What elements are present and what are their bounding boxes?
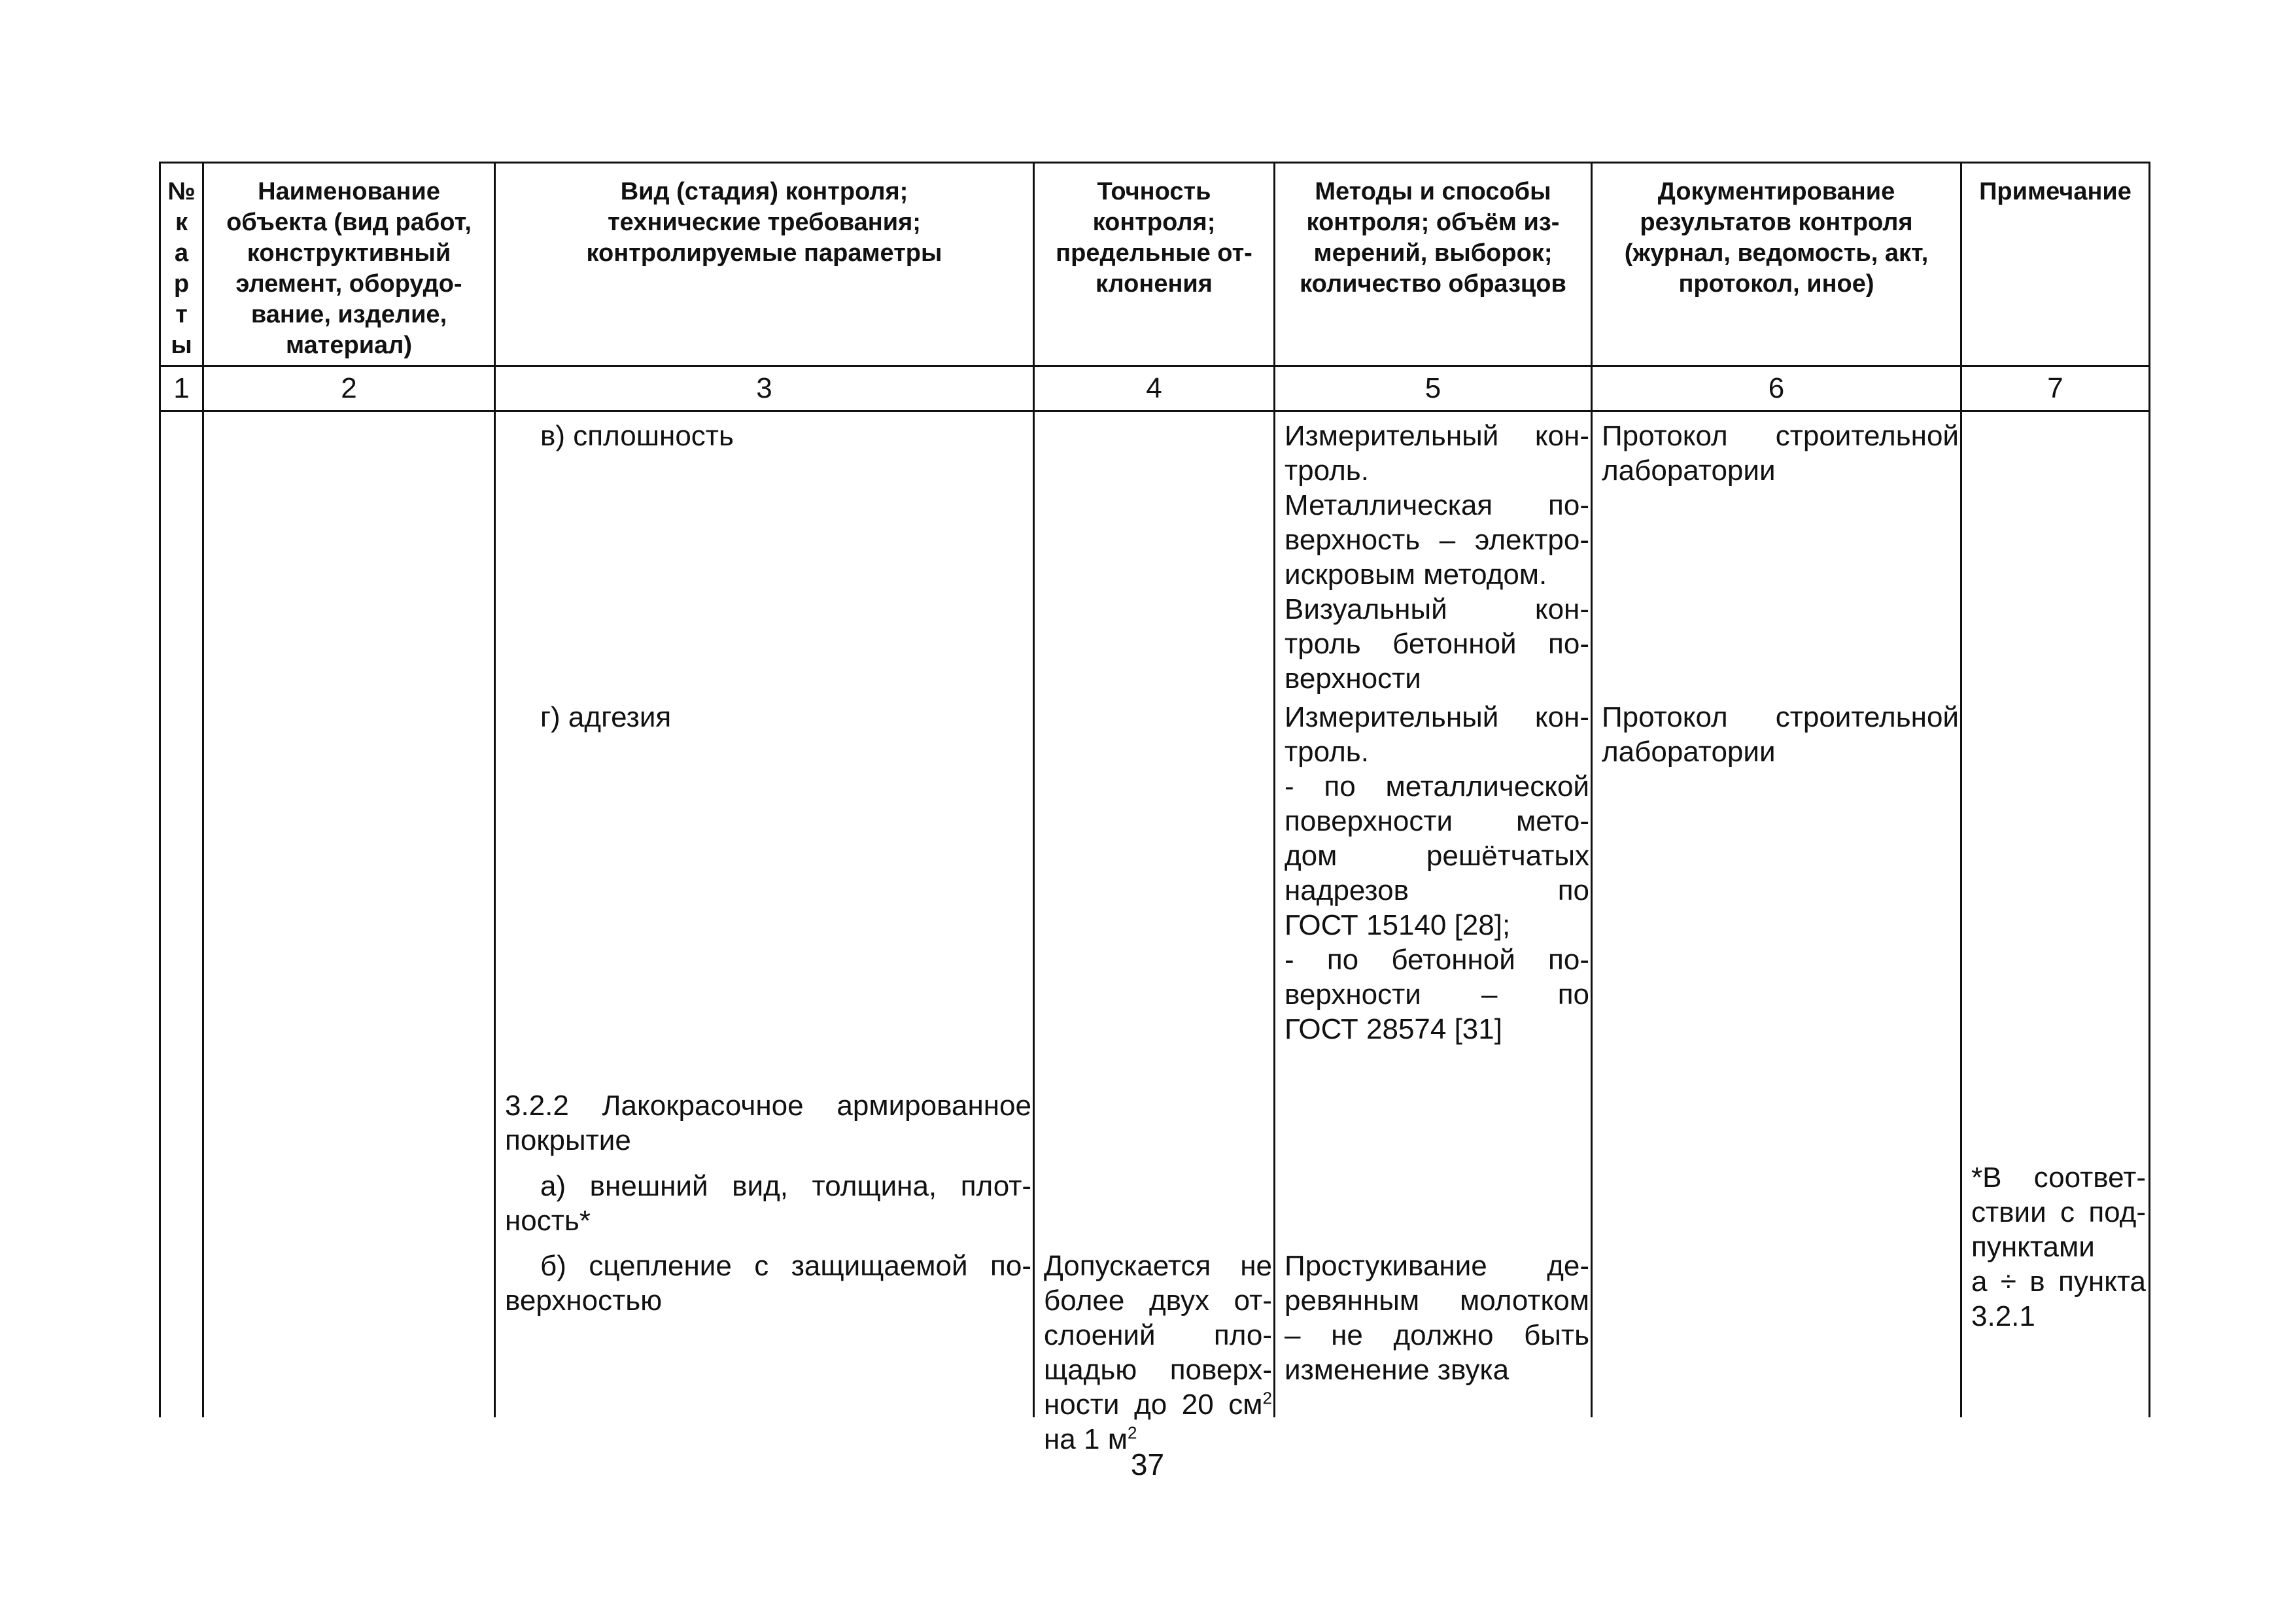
column-number-7: 7 (1961, 366, 2150, 411)
column-number-6: 6 (1592, 366, 1961, 411)
column-number-3: 3 (495, 366, 1034, 411)
item-adhesion: г) адгезия (540, 700, 672, 733)
body-col-6 (1592, 411, 1961, 1417)
column-number-1: 1 (160, 366, 203, 411)
continuity-methods: Измерительный кон- троль. Металлическая по- верхность – электро- искровым методом. Визуальный кон- троль бетонной по- верхности (1285, 419, 1589, 695)
adhesion-methods: Измерительный кон- троль. - по металлической поверхности мето- дом решётчатых надрезов по ГОСТ 15140 [28]; - по бетонной по- верхности – по ГОСТ 28574 [31] (1285, 700, 1589, 1045)
adhesion-documentation: Протокол строительной лаборатории (1602, 700, 1959, 768)
header-object-name: Наименование объекта (вид работ, конструктивный элемент, оборудо-вание, изделие, материал) (203, 163, 495, 366)
body-col-5 (1275, 411, 1592, 1417)
item-continuity: в) сплошность (540, 419, 734, 452)
column-number-4: 4 (1034, 366, 1275, 411)
header-card-number: № к а р т ы (160, 163, 203, 366)
column-number-2: 2 (203, 366, 495, 411)
bonding-tolerance: Допускается не более двух от- слоений пло- щадью поверх- ности до 20 $см^2$ на 1 $м^2$ (1044, 1249, 1272, 1455)
continuity-documentation: Протокол строительной лаборатории (1602, 419, 1959, 487)
section-3-2-2: 3.2.2 Лакокрасочное армированное покрытие (505, 1089, 1031, 1156)
header-accuracy: Точность контроля; предельные от-клонения (1034, 163, 1275, 366)
body-col-4 (1034, 411, 1275, 1455)
item-appearance: а) внешний вид, толщина, плот- ность* (505, 1169, 1031, 1237)
body-col-7 (1961, 411, 2150, 1417)
bonding-methods: Простукивание де- ревянным молотком – не должно быть изменение звука (1285, 1249, 1589, 1386)
page-number: 37 (1130, 1447, 1165, 1481)
column-number-5: 5 (1275, 366, 1592, 411)
item-bonding: б) сцепление с защищаемой по- верхностью (505, 1249, 1031, 1317)
control-table (159, 162, 2150, 1455)
body-col-2 (203, 411, 495, 1417)
note-reference: *В соответ- ствии с под- пунктами а ÷ в пункта 3.2.1 (1971, 1161, 2146, 1332)
header-note: Примечание (1961, 163, 2150, 366)
body-col-3 (495, 411, 1034, 1417)
header-documentation: Документирование результатов контроля (журнал, ведомость, акт, протокол, иное) (1592, 163, 1961, 366)
header-control-type: Вид (стадия) контроля; технические требования; контролируемые параметры (495, 163, 1034, 366)
header-methods: Методы и способы контроля; объём из-мерений, выборок; количество образцов (1275, 163, 1592, 366)
body-col-1 (160, 411, 203, 1417)
